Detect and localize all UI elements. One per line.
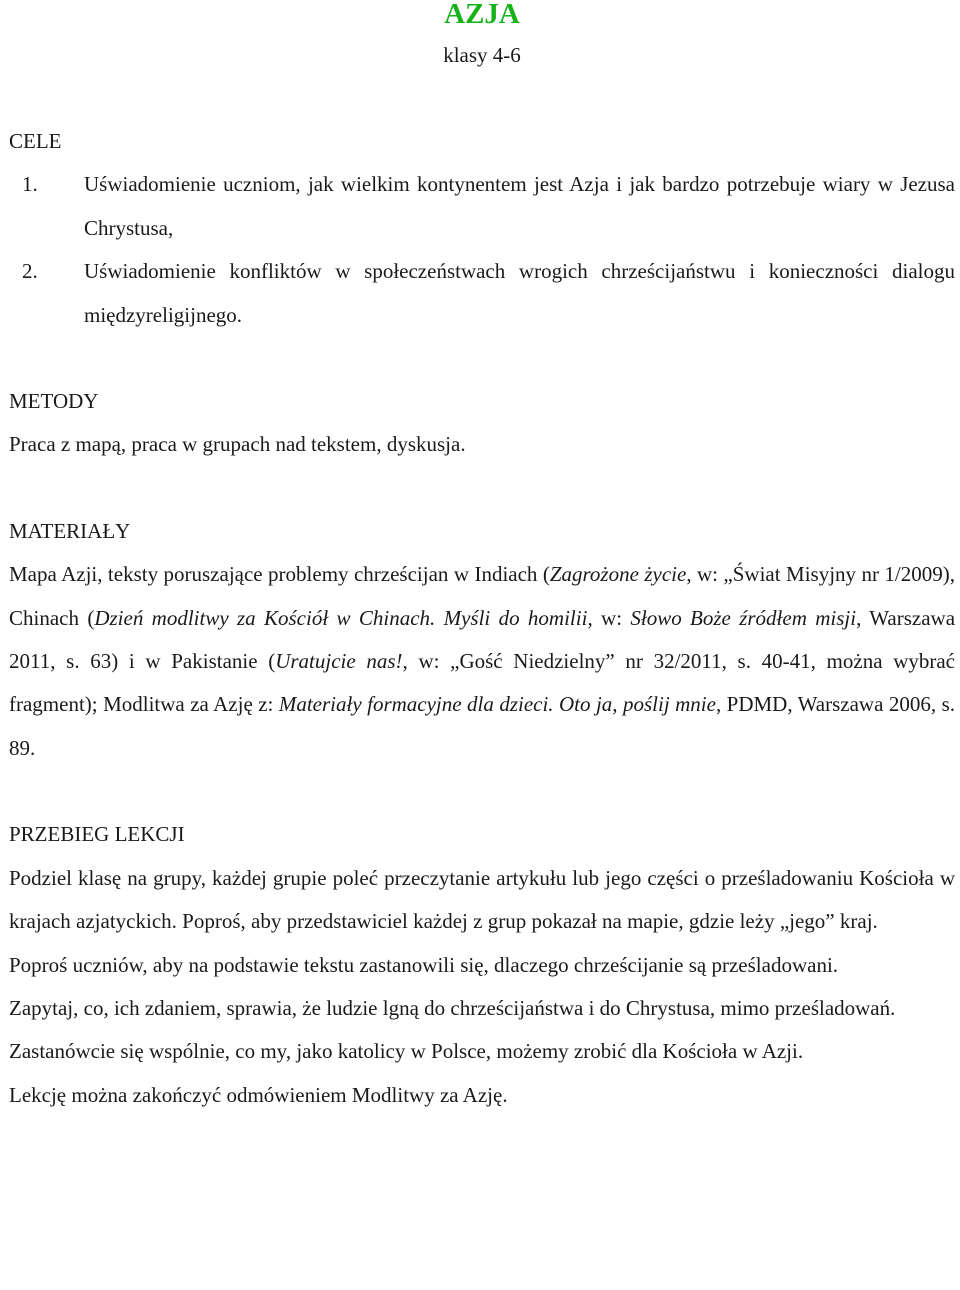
document-subtitle: klasy 4-6 xyxy=(443,43,521,67)
lesson-paragraph: Zapytaj, co, ich zdaniem, sprawia, że ludzie lgną do chrześcijaństwa i do Chrystusa, mimo prześladowań. xyxy=(9,995,896,1020)
lesson-paragraph: Zastanówcie się wspólnie, co my, jako katolicy w Polsce, możemy zrobić dla Kościoła w Azji. xyxy=(9,1039,804,1064)
lesson-paragraph: Podziel klasę na grupy, każdej grupie poleć przeczytanie artykułu lub jego części o prześladowaniu Kościoła w krajach azjatyckich. Poproś, aby przedstawiciel każdej z grup pokazał na mapie, gdzie leży „jego” kraj. xyxy=(9,865,955,934)
section-heading-cele: CELE xyxy=(9,129,62,153)
document-title: AZJA xyxy=(444,0,520,30)
list-item-text: Uświadomienie konfliktów w społeczeństwach wrogich chrześcijaństwu i konieczności dialogu międzyreligijnego. xyxy=(84,259,955,327)
materials-text: , w: „Świat Misyjny nr 1/2009), Chinach ( xyxy=(9,562,955,630)
list-item-text: Uświadomienie uczniom, jak wielkim kontynentem jest Azja i jak bardzo potrzebuje wiary w Jezusa Chrystusa, xyxy=(84,172,955,240)
list-item xyxy=(9,250,955,337)
lesson-paragraph: Poproś uczniów, aby na podstawie tekstu zastanowili się, dlaczego chrześcijanie są prześladowani. xyxy=(9,952,839,977)
materials-title: Materiały formacyjne dla dzieci. Oto ja, poślij mnie xyxy=(278,692,716,717)
materials-title: Uratujcie nas! xyxy=(275,649,403,674)
list-item-number: 2. xyxy=(22,259,38,284)
materials-text: , PDMD, Warszawa 2006, s. 89. xyxy=(9,692,955,760)
section-heading-materialy: MATERIAŁY xyxy=(9,518,131,543)
materials-text: Mapa Azji, teksty poruszające problemy chrześcijan w Indiach ( xyxy=(9,562,550,587)
lesson-paragraph: Lekcję można zakończyć odmówieniem Modlitwy za Azję. xyxy=(9,1082,508,1107)
list-item xyxy=(9,163,955,250)
materials-title: Słowo Boże źródłem misji xyxy=(630,605,857,630)
goals-list xyxy=(9,163,955,337)
section-heading-metody: METODY xyxy=(9,389,99,414)
materials-text: , w: xyxy=(587,605,631,630)
materials-title: Zagrożone życie xyxy=(549,562,687,587)
section-heading-przebieg: PRZEBIEG LEKCJI xyxy=(9,822,185,847)
materials-title: Dzień modlitwy za Kościół w Chinach. Myśli do homilii xyxy=(94,605,588,630)
list-item-number: 1. xyxy=(22,172,38,197)
materials-text: , w: „Gość Niedzielny” nr 32/2011, s. 40-41, można wybrać fragment); Modlitwa za Azję z: xyxy=(9,649,955,717)
document-page xyxy=(9,0,955,1117)
methods-text: Praca z mapą, praca w grupach nad tekstem, dyskusja. xyxy=(9,432,466,457)
materials-paragraph xyxy=(9,553,955,770)
materials-text: , Warszawa 2011, s. 63) i w Pakistanie ( xyxy=(9,605,956,674)
